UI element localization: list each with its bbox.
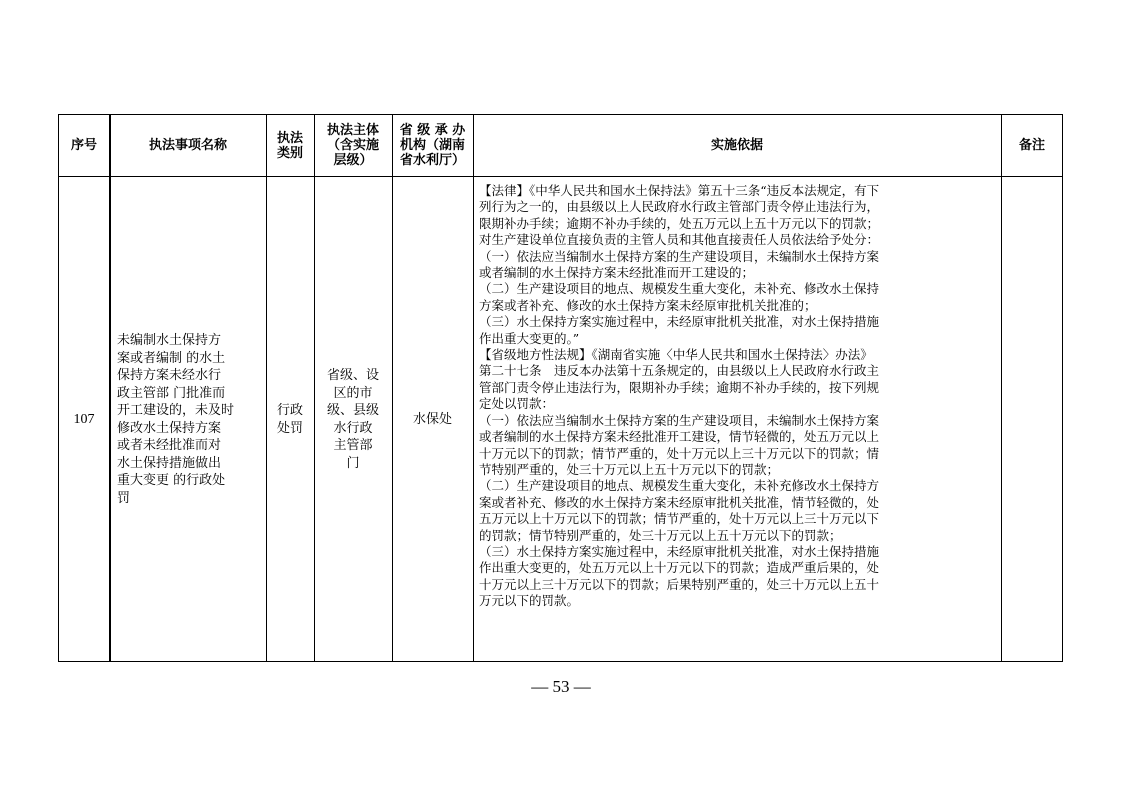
enforcement-table [58, 114, 1063, 662]
col-divider [109, 115, 111, 661]
header-item-name: 执法事项名称 [148, 138, 227, 153]
row-subject: 省级、设 区的市 级、县级 水行政 主管部 门 [326, 368, 379, 471]
row-note [1001, 177, 1063, 662]
row-agency: 水保处 [412, 411, 452, 427]
header-agency: 省 级 承 办 机构（湖南 省水利厅） [399, 123, 466, 168]
header-basis: 实施依据 [710, 138, 763, 153]
col-divider [473, 115, 474, 661]
row-seq: 107 [73, 411, 95, 427]
header-seq: 序号 [70, 138, 97, 153]
row-item-name: 未编制水土保持方 案或者编制 的水土 保持方案未经水行 政主管部 门批准而 开工建设的，未及时 修改水土保持方案 或者未经批准而对 水土保持措施做出 重大变更 的行政处 罚 [117, 333, 235, 506]
header-category: 执法 类别 [276, 130, 303, 161]
row-category: 行政 处罚 [276, 403, 303, 436]
page-number: — 53 — [531, 677, 591, 696]
row-basis: 【法律】《中华人民共和国水土保持法》第五十三条“违反本法规定，有下 列行为之一的，由县级以上人民政府水行政主管部门责令停止违法行为， 限期补办手续；逾期不补办手续的，处五万元以上五十万元以下的罚款； 对生产建设单位直接负责的主管人员和其他直接责任人员依法给予处分： （一）依法应当编制水土保持方案的生产建设项目，未编制水土保持方案 或者编制的水土保持方案未经批准而开工建设的； （二）生产建设项目的地点、规模发生重大变化，未补充、修改水土保持 方案或者补充、修改的水土保持方案未经原审批机关批准的； （三）水土保持方案实施过程中，未经原审批机关批准，对水土保持措施 作出重大变更的。” 【省级地方性法规】《湖南省实施〈中华人民共和国水土保持法〉办法》 第二十七条 违反本办法第十五条规定的，由县级以上人民政府水行政主 管部门责令停止违法行为，限期补办手续；逾期不补办手续的，按下列规 定处以罚款： （一）依法应当编制水土保持方案的生产建设项目，未编制水土保持方案 或者编制的水土保持方案未经批准开工建设，情节轻微的，处五万元以上 十万元以下的罚款；情节严重的，处十万元以上三十万元以下的罚款；情 节特别严重的，处三十万元以上五十万元以下的罚款； （二）生产建设项目的地点、规模发生重大变化，未补充修改水土保持方 案或者补充、修改的水土保持方案未经原审批机关批准，情节轻微的，处 五万元以上十万元以下的罚款；情节严重的，处十万元以上三十万元以下 的罚款；情节特别严重的，处三十万元以上五十万元以下的罚款； （三）水土保持方案实施过程中，未经原审批机关批准，对水土保持措施 作出重大变更的，处五万元以上十万元以下的罚款；造成严重后果的，处 十万元以上三十万元以下的罚款；后果特别严重的，处三十万元以上五十 万元以下的罚款。 [479, 183, 880, 609]
header-note: 备注 [1018, 138, 1045, 153]
header-subject: 执法主体 （含实施 层级） [326, 123, 379, 168]
